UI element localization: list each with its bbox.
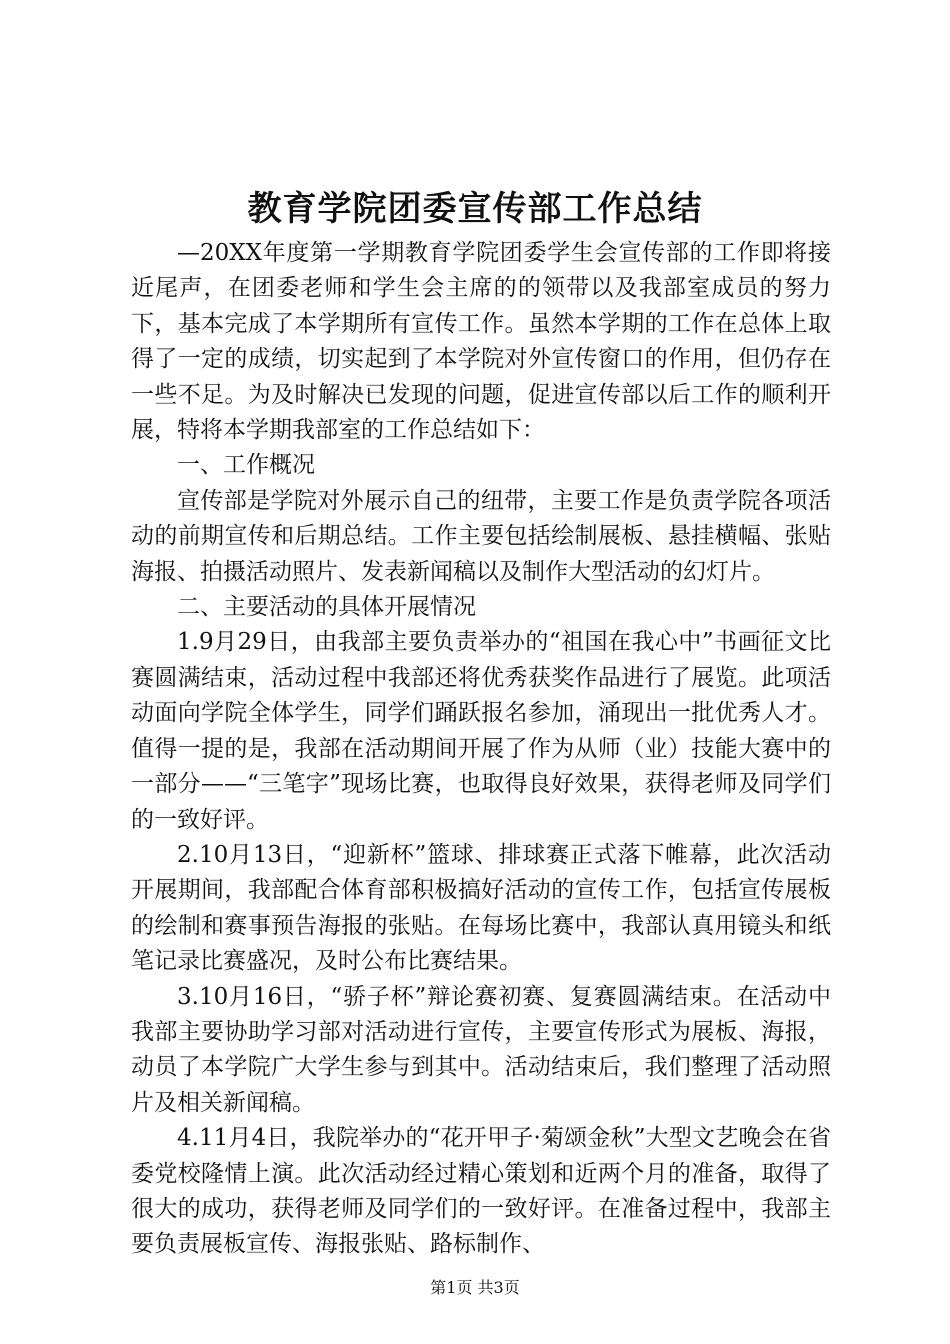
document-body <box>131 236 831 1263</box>
activity-paragraph-2: 2.10月13日，“迎新杯”篮球、排球赛正式落下帷幕，此次活动开展期间，我部配合体育部积极搞好活动的宣传工作，包括宣传展板的绘制和赛事预告海报的张贴。在每场比赛中，我部认真用镜头和纸笔记录比赛盛况，及时公布比赛结果。 <box>131 841 831 975</box>
activity-paragraph-3: 3.10月16日，“骄子杯”辩论赛初赛、复赛圆满结束。在活动中我部主要协助学习部对活动进行宣传，主要宣传形式为展板、海报，动员了本学院广大学生参与到其中。活动结束后，我们整理了活动照片及相关新闻稿。 <box>131 983 831 1116</box>
activity-paragraph-4: 4.11月4日，我院举办的“花开甲子·菊颂金秋”大型文艺晚会在省委党校隆情上演。此次活动经过精心策划和近两个月的准备，取得了很大的成功，获得老师及同学们的一致好评。在准备过程中，我部主要负责展板宣传、海报张贴、路标制作、 <box>131 1125 831 1258</box>
section-heading-activities: 二、主要活动的具体开展情况 <box>177 594 476 621</box>
intro-paragraph: —20XX年度第一学期教育学院团委学生会宣传部的工作即将接近尾声，在团委老师和学生会主席的的领带以及我部室成员的努力下，基本完成了本学期所有宣传工作。虽然本学期的工作在总体上取得了一定的成绩，切实起到了本学院对外宣传窗口的作用，但仍存在一些不足。为及时解决已发现的问题，促进宣传部以后工作的顺利开展，特将本学期我部室的工作总结如下： <box>131 240 831 444</box>
section-heading-overview: 一、工作概况 <box>177 452 315 479</box>
activity-paragraph-1: 1.9月29日，由我部主要负责举办的“祖国在我心中”书画征文比赛圆满结束，活动过程中我部还将优秀获奖作品进行了展览。此项活动面向学院全体学生，同学们踊跃报名参加，涌现出一批优秀人才。值得一提的是，我部在活动期间开展了作为从师（业）技能大赛中的一部分——“三笔字”现场比赛，也取得良好效果，获得老师及同学们的一致好评。 <box>131 629 831 833</box>
overview-paragraph: 宣传部是学院对外展示自己的纽带，主要工作是负责学院各项活动的前期宣传和后期总结。工作主要包括绘制展板、悬挂横幅、张贴海报、拍摄活动照片、发表新闻稿以及制作大型活动的幻灯片。 <box>131 487 831 585</box>
page-footer: 第1页 共3页 <box>430 1278 520 1297</box>
document-title: 教育学院团委宣传部工作总结 <box>247 189 703 229</box>
